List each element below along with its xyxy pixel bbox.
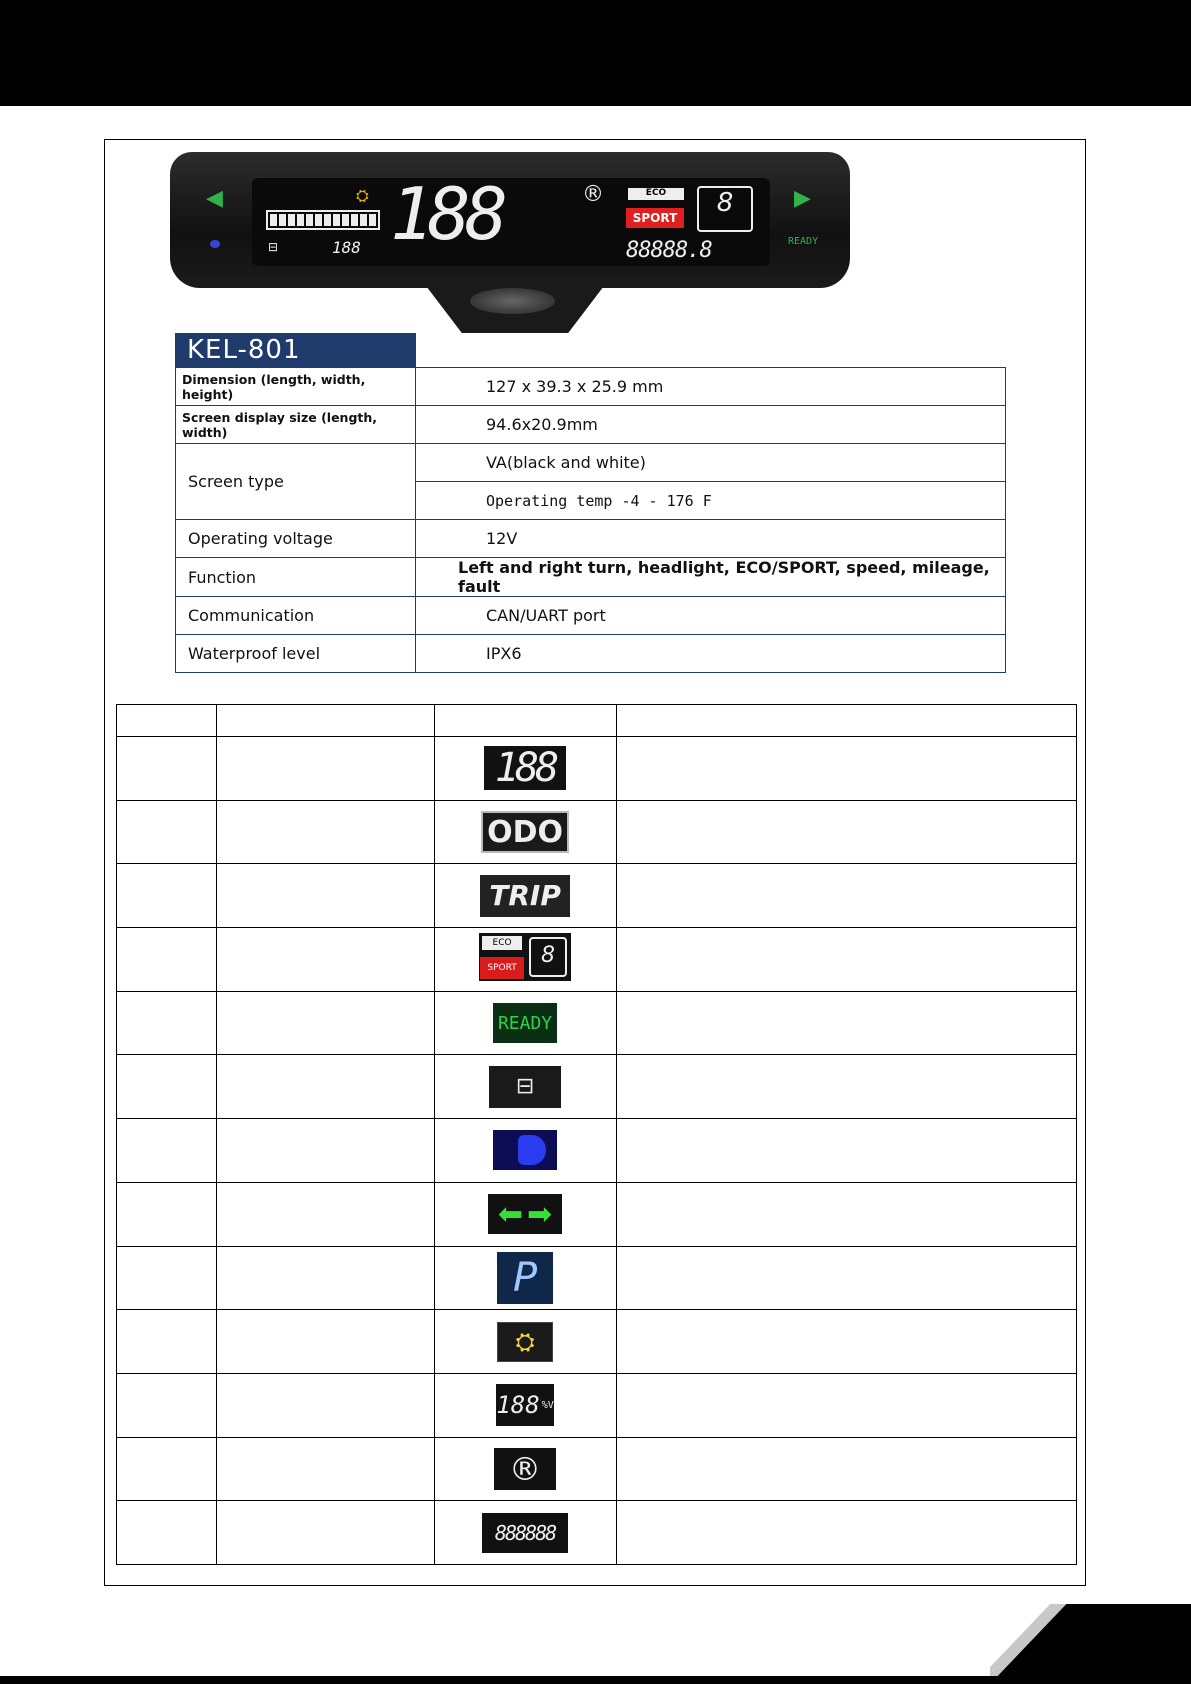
spec-label: Operating voltage (176, 520, 416, 558)
headlight-icon (493, 1130, 557, 1170)
engine-fault-icon: ⛭ (356, 186, 369, 205)
battery-percent-icon: 188 %V (496, 1384, 554, 1426)
table-row (117, 991, 1077, 1055)
table-row (117, 1373, 1077, 1437)
table-row (117, 1119, 1077, 1183)
sport-indicator: SPORT (626, 208, 684, 228)
spec-label: Waterproof level (176, 635, 416, 673)
spec-table (175, 367, 1006, 673)
spec-value: Operating temp -4 - 176 F (416, 482, 1006, 520)
spec-row (176, 597, 1006, 635)
table-row (117, 1437, 1077, 1501)
odometer-icon: 888888 (482, 1513, 568, 1553)
ready-icon: READY (493, 1003, 557, 1043)
icon-table (116, 704, 1077, 1565)
left-arrow-icon: ⬅ (497, 1196, 524, 1232)
battery-level-bar (266, 210, 380, 230)
header-bar (0, 0, 1191, 106)
headlight-icon (210, 240, 220, 248)
sport-label: SPORT (480, 957, 524, 979)
spec-row (176, 558, 1006, 597)
ready-indicator: READY (788, 236, 819, 247)
table-row (117, 737, 1077, 801)
model-title: KEL-801 (175, 333, 416, 368)
table-row (117, 800, 1077, 864)
spec-row (176, 635, 1006, 673)
spec-row (176, 520, 1006, 558)
footer-bar (0, 1676, 1191, 1684)
battery-percent-readout: 188 (332, 238, 361, 257)
spec-value: 127 x 39.3 x 25.9 mm (416, 368, 1006, 406)
eco-label: ECO (482, 936, 522, 950)
table-row (117, 1501, 1077, 1565)
spec-value: 12V (416, 520, 1006, 558)
turn-signal-icon (488, 1194, 562, 1234)
dashboard-lens (470, 288, 555, 314)
spec-label: Screen type (176, 444, 416, 520)
left-turn-icon: ◀ (206, 186, 223, 211)
spec-value: IPX6 (416, 635, 1006, 673)
eco-indicator: ECO (628, 188, 684, 200)
speed-readout: 188 (390, 172, 503, 256)
right-arrow-icon: ➡ (527, 1196, 553, 1232)
spec-row (176, 444, 1006, 482)
gear-digit: 8 (529, 937, 567, 977)
table-row (117, 1055, 1077, 1119)
park-icon: P (497, 1252, 553, 1304)
spec-label: Screen display size (length, width) (176, 406, 416, 444)
odometer-readout: 88888.8 (626, 238, 712, 263)
trip-icon: TRIP (480, 875, 570, 917)
table-row (117, 928, 1077, 992)
reverse-icon: ® (494, 1448, 556, 1490)
table-row (117, 1246, 1077, 1310)
reverse-icon: ® (582, 182, 604, 207)
table-header-row (117, 705, 1077, 737)
spec-label: Communication (176, 597, 416, 635)
dashboard-image (170, 150, 850, 330)
battery-icon: ⊟ (268, 240, 279, 254)
right-turn-icon: ▶ (794, 186, 811, 211)
engine-fault-icon: ⛭ (497, 1322, 553, 1362)
spec-label: Dimension (length, width, height) (176, 368, 416, 406)
table-row (117, 1182, 1077, 1246)
gear-indicator: 8 (697, 186, 753, 232)
speed-icon: 188 (484, 746, 566, 790)
table-row (117, 1310, 1077, 1374)
dashboard-body (170, 152, 850, 288)
spec-value: 94.6x20.9mm (416, 406, 1006, 444)
spec-row (176, 406, 1006, 444)
spec-label: Function (176, 558, 416, 597)
odo-icon: ODO (481, 811, 569, 853)
mode-gear-icon (479, 933, 571, 981)
spec-value: VA(black and white) (416, 444, 1006, 482)
table-row (117, 864, 1077, 928)
spec-value: CAN/UART port (416, 597, 1006, 635)
spec-row (176, 368, 1006, 406)
battery-icon: ⊟ (489, 1066, 561, 1108)
spec-value: Left and right turn, headlight, ECO/SPORT, speed, mileage, fault (416, 558, 1006, 597)
